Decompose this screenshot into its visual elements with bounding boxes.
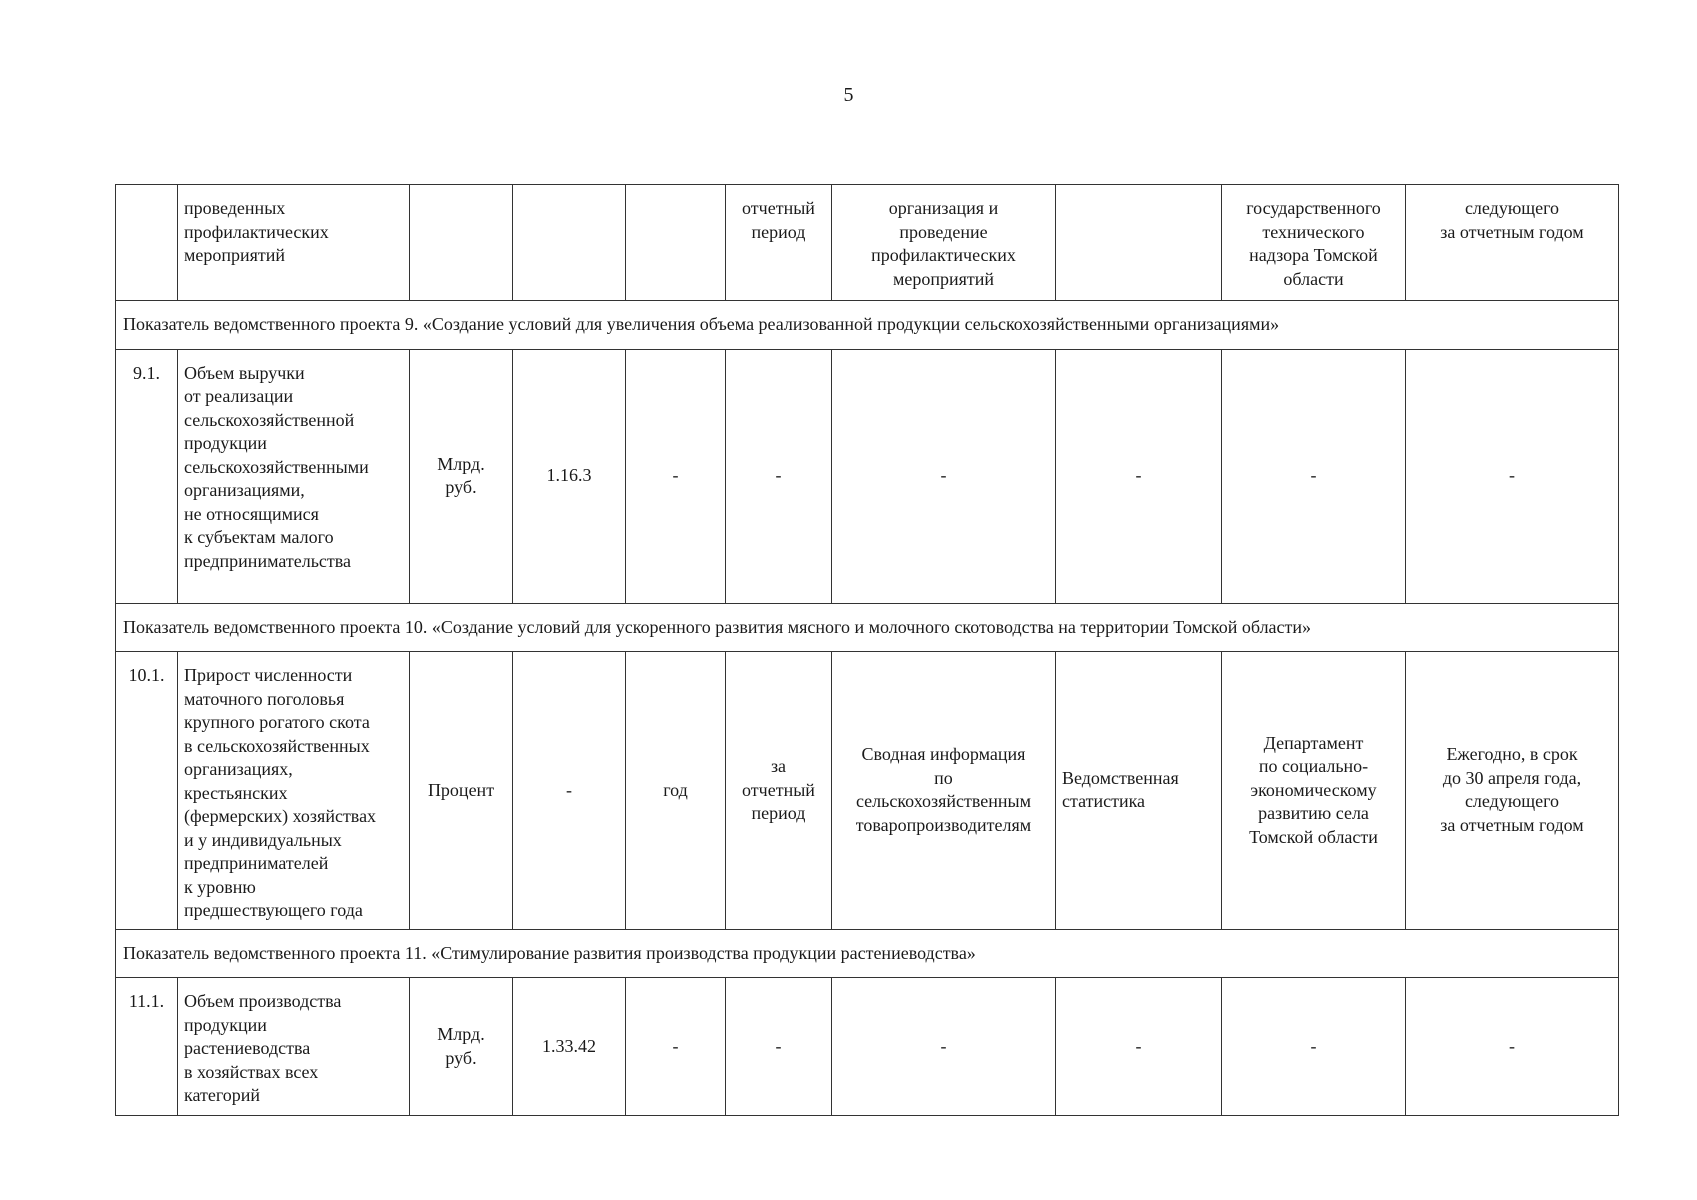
cell-num: 9.1.	[116, 349, 178, 603]
cell-method: -	[1056, 978, 1222, 1116]
cell-source: Сводная информация по сельскохозяйственным товаропроизводителям	[832, 652, 1056, 930]
cell-indicator-name: проведенных профилактических мероприятий	[178, 185, 410, 301]
cell-period: -	[726, 978, 832, 1116]
cell-deadline: Ежегодно, в срок до 30 апреля года, следующего за отчетным годом	[1406, 652, 1619, 930]
cell-code	[513, 185, 626, 301]
cell-deadline: следующего за отчетным годом	[1406, 185, 1619, 301]
section-title: Показатель ведомственного проекта 9. «Создание условий для увеличения объема реализованной продукции сельскохозяйственными организациями»	[116, 301, 1619, 350]
cell-num	[116, 185, 178, 301]
cell-unit: Процент	[410, 652, 513, 930]
page-number: 5	[843, 84, 854, 106]
cell-period: за отчетный период	[726, 652, 832, 930]
section-header-row	[116, 603, 1619, 652]
cell-periodicity	[626, 185, 726, 301]
section-title: Показатель ведомственного проекта 10. «Создание условий для ускоренного развития мясного и молочного скотоводства на территории Томской области»	[116, 603, 1619, 652]
cell-unit	[410, 185, 513, 301]
cell-indicator-name: Объем выручки от реализации сельскохозяйственной продукции сельскохозяйственными организациями, не относящимися к субъектам малого предпринимательства	[178, 349, 410, 603]
cell-responsible: -	[1222, 978, 1406, 1116]
cell-num: 11.1.	[116, 978, 178, 1116]
cell-deadline: -	[1406, 978, 1619, 1116]
table-row	[116, 978, 1619, 1116]
cell-deadline: -	[1406, 349, 1619, 603]
cell-periodicity: -	[626, 349, 726, 603]
cell-indicator-name: Объем производства продукции растениеводства в хозяйствах всех категорий	[178, 978, 410, 1116]
cell-periodicity: -	[626, 978, 726, 1116]
cell-source: организация и проведение профилактических мероприятий	[832, 185, 1056, 301]
cell-method: Ведомственная статистика	[1056, 652, 1222, 930]
indicators-table	[115, 184, 1619, 1116]
cell-source: -	[832, 978, 1056, 1116]
cell-code: -	[513, 652, 626, 930]
section-title: Показатель ведомственного проекта 11. «Стимулирование развития производства продукции растениеводства»	[116, 929, 1619, 978]
table-row	[116, 185, 1619, 301]
cell-code: 1.16.3	[513, 349, 626, 603]
cell-indicator-name: Прирост численности маточного поголовья крупного рогатого скота в сельскохозяйственных организациях, крестьянских (фермерских) хозяйствах и у индивидуальных предпринимателей к уровню предшествующего года	[178, 652, 410, 930]
cell-responsible: Департамент по социально- экономическому развитию села Томской области	[1222, 652, 1406, 930]
cell-responsible: -	[1222, 349, 1406, 603]
cell-period: отчетный период	[726, 185, 832, 301]
section-header-row	[116, 929, 1619, 978]
section-header-row	[116, 301, 1619, 350]
cell-period: -	[726, 349, 832, 603]
cell-source: -	[832, 349, 1056, 603]
cell-periodicity: год	[626, 652, 726, 930]
cell-responsible: государственного технического надзора Томской области	[1222, 185, 1406, 301]
cell-method: -	[1056, 349, 1222, 603]
cell-code: 1.33.42	[513, 978, 626, 1116]
cell-unit: Млрд. руб.	[410, 349, 513, 603]
cell-unit: Млрд. руб.	[410, 978, 513, 1116]
table-row	[116, 652, 1619, 930]
cell-method	[1056, 185, 1222, 301]
cell-num: 10.1.	[116, 652, 178, 930]
table-row	[116, 349, 1619, 603]
